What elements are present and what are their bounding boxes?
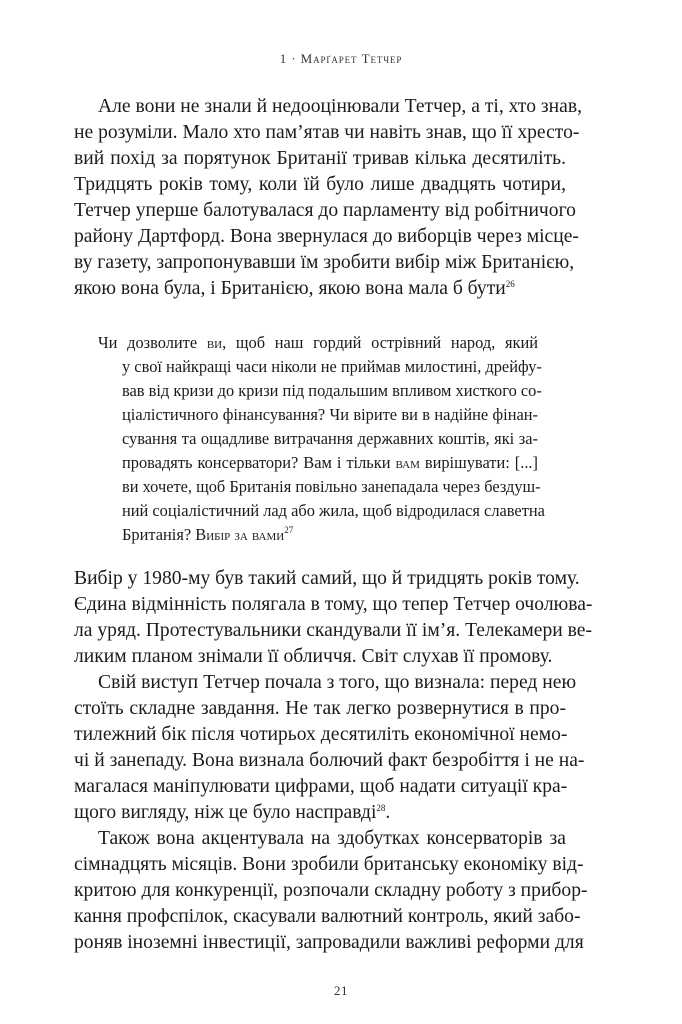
- text-line: Єдина відмінність полягала в тому, що тепер Тетчер очолюва-: [74, 594, 593, 615]
- quote-emphasis: вам: [395, 453, 420, 472]
- text-line: роняв іноземні інвестиції, запровадили важливі реформи для: [74, 932, 584, 953]
- page-number: 21: [334, 983, 348, 998]
- quote-line: ви хочете, щоб Британія повільно занепадала через бездуш-: [122, 477, 541, 496]
- chapter-title: Марґарет Тетчер: [300, 51, 403, 66]
- text-line: ла уряд. Протестувальники скандували її ім’я. Телекамери ве-: [74, 620, 593, 641]
- quote-emphasis: Вибір за вами: [195, 525, 285, 544]
- text-line: Але вони не знали й недооцінювали Тетчер, а ті, хто знав,: [98, 96, 582, 117]
- running-header: [0, 51, 682, 67]
- quote-text: Чи дозволите: [98, 333, 207, 352]
- quote-line: вав від кризи до кризи під подальшим впливом хисткого со-: [122, 381, 542, 400]
- footnote-ref: 27: [284, 525, 294, 535]
- quote-text: , щоб наш гордий острівний народ, який: [222, 333, 539, 352]
- text-line: вий похід за порятунок Британії тривав кілька десятиліть.: [74, 148, 566, 169]
- text-line: критою для конкуренції, розпочали складну роботу з прибор-: [74, 880, 588, 901]
- quote-line: ціалістичного фінансування? Чи вірите ви в надійне фінан-: [122, 405, 538, 424]
- text-line-content: щого вигляду, ніж це було насправді: [74, 802, 377, 823]
- quote-line: сування та ощадливе витрачання державних коштів, які за-: [122, 429, 538, 448]
- text-line: сімнадцять місяців. Вони зробили британську економіку від-: [74, 854, 584, 875]
- text-line: Також вона акцентувала на здобутках консерваторів за: [98, 828, 566, 849]
- text-line: Тридцять років тому, коли їй було лише двадцять чотири,: [74, 174, 566, 195]
- text-line: тилежний бік після чотирьох десятиліть економічної немо-: [74, 724, 568, 745]
- text-line: ликим планом знімали її обличчя. Світ слухав її промову.: [74, 646, 553, 667]
- text-line: чі й занепаду. Вона визнала болючий факт безробіття і не на-: [74, 750, 585, 771]
- text-line: Свій виступ Тетчер почала з того, що визнала: перед нею: [98, 672, 577, 693]
- chapter-number: 1: [279, 51, 288, 66]
- quote-line: ний соціалістичний лад або жила, щоб відродилася славетна: [122, 501, 545, 520]
- text-line: стоїть складне завдання. Не так легко розвернутися в про-: [74, 698, 566, 719]
- text-line: магалася маніпулювати цифрами, щоб надати ситуації кра-: [74, 776, 568, 797]
- footnote-ref: 28: [376, 803, 386, 813]
- quote-line: [98, 331, 538, 355]
- footnote-ref: 26: [505, 279, 515, 289]
- text-line: району Дартфорд. Вона звернулася до виборців через місце-: [74, 226, 579, 247]
- quote-line: [122, 451, 538, 475]
- quote-text: Британія?: [122, 525, 196, 544]
- text-line: [74, 276, 566, 302]
- quote-text: провадять консерватори? Вам і тільки: [122, 453, 396, 472]
- text-line-content: якою вона була, і Британією, якою вона мала б бути: [74, 278, 506, 299]
- text-line: Тетчер уперше балотувалася до парламенту від робітничого: [74, 200, 576, 221]
- text-line: щого вигляду, ніж це було насправді$^{28}$.: [74, 802, 391, 823]
- header-separator: ·: [291, 51, 297, 66]
- quote-text: вирішувати: [...]: [419, 453, 538, 472]
- quote-line: у свої найкращі часи ніколи не приймав милостині, дрейфу-: [122, 357, 542, 376]
- text-line: ву газету, запропонувавши їм зробити вибір між Британією,: [74, 252, 575, 273]
- quote-line: [122, 523, 538, 547]
- text-line: Вибір у 1980-му був такий самий, що й тридцять років тому.: [74, 568, 580, 589]
- quote-emphasis: ви: [206, 333, 223, 352]
- text-line: кання профспілок, скасували валютний контроль, який забо-: [74, 906, 581, 927]
- text-line: не розуміли. Мало хто пам’ятав чи навіть знав, що її хресто-: [74, 122, 580, 143]
